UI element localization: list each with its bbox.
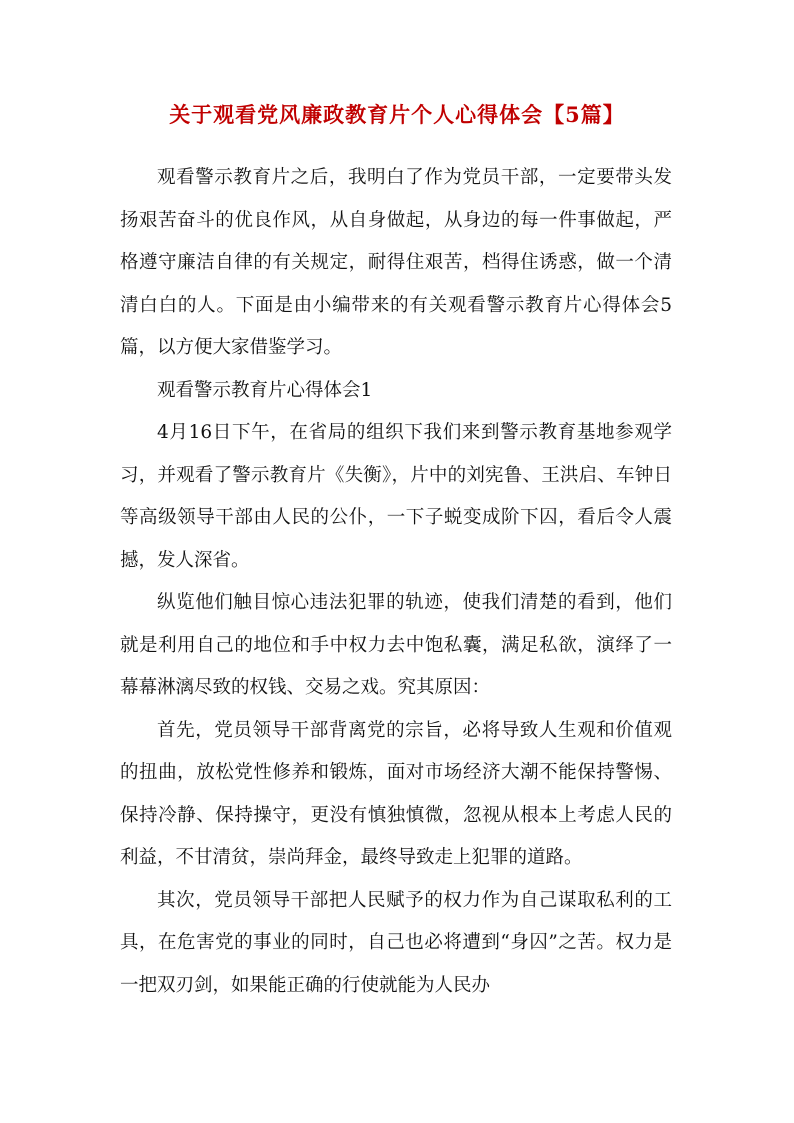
paragraph: 其次，党员领导干部把人民赋予的权力作为自己谋取私利的工具，在危害党的事业的同时，自己也必将遭到“身囚”之苦。权力是一把双刃剑，如果能正确的行使就能为人民办 <box>120 889 672 996</box>
section-heading: 观看警示教育片心得体会1 <box>157 379 373 401</box>
paragraph: 纵览他们触目惊心违法犯罪的轨迹，使我们清楚的看到，他们就是利用自己的地位和手中权力去中饱私囊，满足私欲，演绎了一幕幕淋漓尽致的权钱、交易之戏。究其原因： <box>120 592 672 698</box>
document-title: 关于观看党风廉政教育片个人心得体会【5篇】 <box>169 102 625 127</box>
paragraph-intro: 观看警示教育片之后，我明白了作为党员干部，一定要带头发扬艰苦奋斗的优良作风，从自身做起，从身边的每一件事做起，严格遵守廉洁自律的有关规定，耐得住艰苦，档得住诱惑，做一个清清白白的人。下面是由小编带来的有关观看警示教育片心得体会5篇，以方便大家借鉴学习。 <box>120 167 672 358</box>
paragraph: 4月16日下午，在省局的组织下我们来到警示教育基地参观学习，并观看了警示教育片《失衡》，片中的刘宪鲁、王洪启、车钟日等高级领导干部由人民的公仆，一下子蜕变成阶下囚，看后令人震撼，发人深省。 <box>120 422 672 571</box>
paragraph: 首先，党员领导干部背离党的宗旨，必将导致人生观和价值观的扭曲，放松党性修养和锻炼，面对市场经济大潮不能保持警惕、保持冷静、保持操守，更没有慎独慎微，忽视从根本上考虑人民的利益，不甘清贫，崇尚拜金，最终导致走上犯罪的道路。 <box>120 719 672 868</box>
document-body <box>120 157 672 1007</box>
